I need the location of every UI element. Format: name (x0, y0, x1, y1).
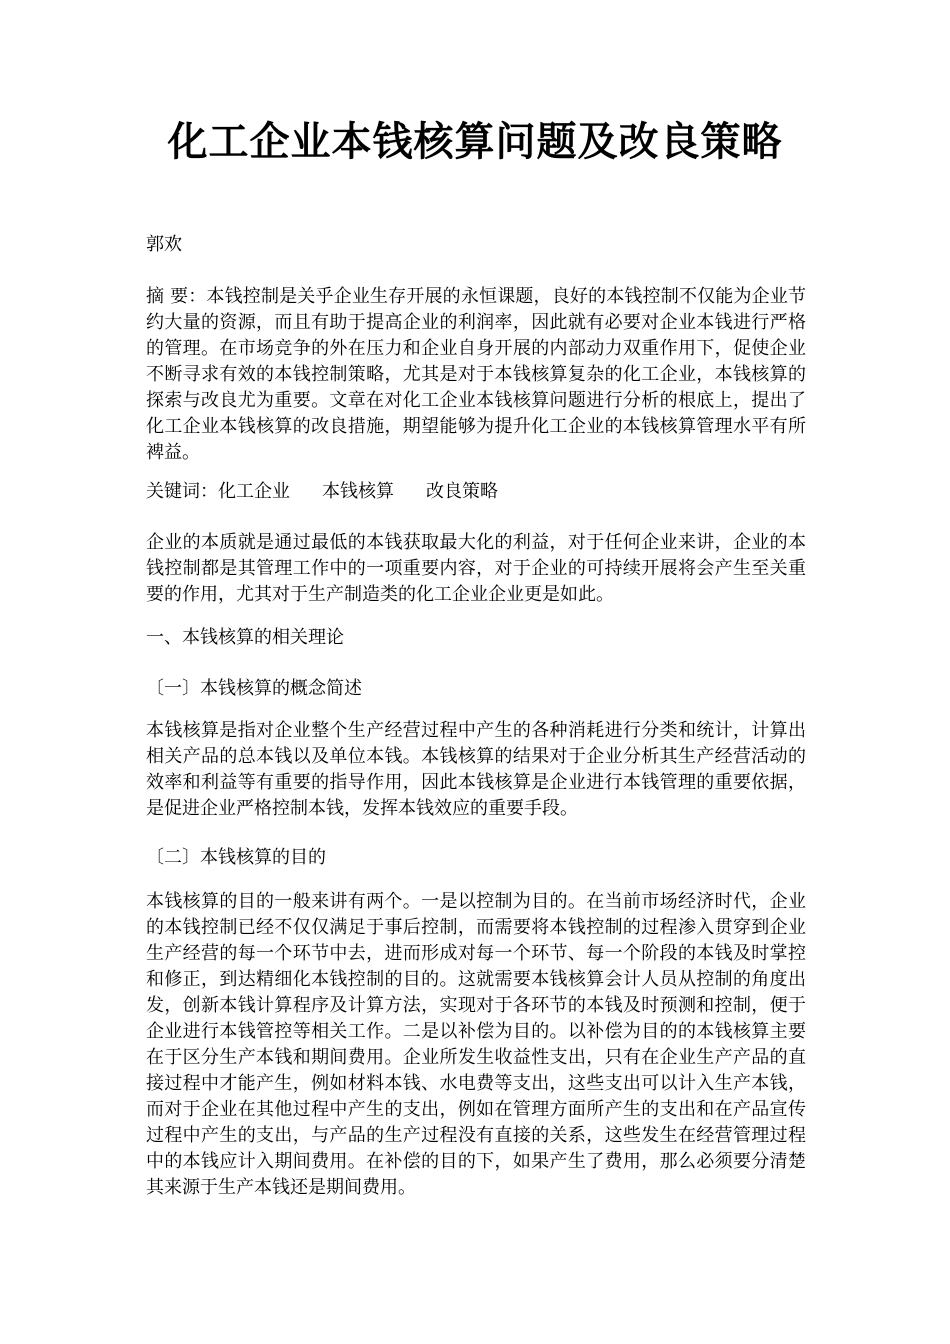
abstract-paragraph: 摘 要：本钱控制是关乎企业生存开展的永恒课题，良好的本钱控制不仅能为企业节约大量的资源，而且有助于提高企业的利润率，因此就有必要对企业本钱进行严格的管理。在市场竞争的外在压力和企业自身开展的内部动力双重作用下，促使企业不断寻求有效的本钱控制策略，尤其是对于本钱核算复杂的化工企业，本钱核算的探索与改良尤为重要。文章在对化工企业本钱核算问题进行分析的根底上，提出了化工企业本钱核算的改良措施，期望能够为提升化工企业的本钱核算管理水平有所裨益。 (146, 286, 806, 463)
keyword-item: 本钱核算 (322, 481, 394, 502)
body-paragraph: 本钱核算是指对企业整个生产经营过程中产生的各种消耗进行分类和统计，计算出相关产品的总本钱以及单位本钱。本钱核算的结果对于企业分析其生产经营活动的效率和利益等有重要的指导作用，因此本钱核算是企业进行本钱管理的重要依据，是促进企业严格控制本钱，发挥本钱效应的重要手段。 (146, 720, 806, 819)
section-heading: 一、本钱核算的相关理论 (146, 627, 344, 648)
subsection-heading: 〔一〕本钱核算的概念简述 (146, 678, 362, 699)
intro-paragraph: 企业的本质就是通过最低的本钱获取最大化的利益，对于任何企业来讲，企业的本钱控制都是其管理工作中的一项重要内容，对于企业的可持续开展将会产生至关重要的作用，尤其对于生产制造类的化工企业企业更是如此。 (146, 532, 806, 605)
keywords-line (146, 479, 806, 505)
subsection-heading: 〔二〕本钱核算的目的 (146, 847, 326, 868)
author-name: 郭欢 (146, 234, 182, 255)
keyword-item: 化工企业 (218, 481, 290, 502)
document-title: 化工企业本钱核算问题及改良策略 (167, 118, 783, 165)
keywords-label: 关键词： (146, 481, 218, 502)
keyword-item: 改良策略 (426, 481, 498, 502)
body-paragraph: 本钱核算的目的一般来讲有两个。一是以控制为目的。在当前市场经济时代，企业的本钱控制已经不仅仅满足于事后控制，而需要将本钱控制的过程渗入贯穿到企业生产经营的每一个环节中去，进而形成对每一个环节、每一个阶段的本钱及时掌控和修正，到达精细化本钱控制的目的。这就需要本钱核算会计人员从控制的角度出发，创新本钱计算程序及计算方法，实现对于各环节的本钱及时预测和控制，便于企业进行本钱管控等相关工作。二是以补偿为目的。以补偿为目的的本钱核算主要在于区分生产本钱和期间费用。企业所发生收益性支出，只有在企业生产产品的直接过程中才能产生，例如材料本钱、水电费等支出，这些支出可以计入生产本钱，而对于企业在其他过程中产生的支出，例如在管理方面所产生的支出和在产品宣传过程中产生的支出，与产品的生产过程没有直接的关系，这些发生在经营管理过程中的本钱应计入期间费用。在补偿的目的下，如果产生了费用，那么必须要分清楚其来源于生产本钱还是期间费用。 (146, 891, 806, 1198)
